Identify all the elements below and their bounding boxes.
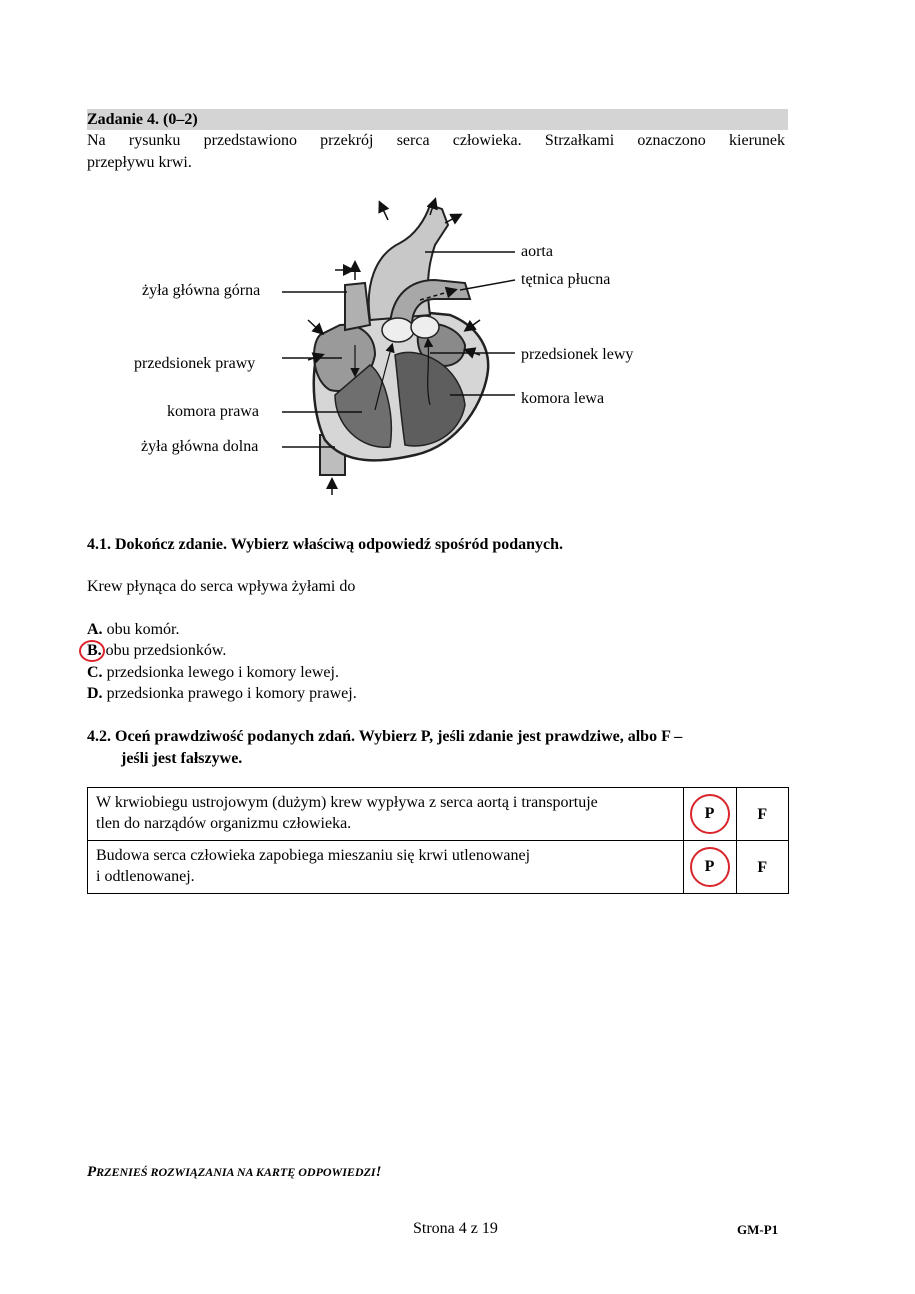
option-letter: A. xyxy=(87,621,103,638)
p-option-marked[interactable]: P xyxy=(690,847,730,887)
f-option[interactable]: F xyxy=(757,858,768,876)
q41-option-d[interactable] xyxy=(87,683,357,705)
label-superior-vena-cava: żyła główna górna xyxy=(142,282,261,299)
true-false-table xyxy=(87,787,789,894)
option-text: przedsionka prawego i komory prawej. xyxy=(102,685,357,702)
statement-line: tlen do narządów organizmu człowieka. xyxy=(96,815,352,832)
statement-line: Budowa serca człowieka zapobiega mieszaniu się krwi utlenowanej xyxy=(96,847,531,864)
p-option-marked[interactable]: P xyxy=(690,794,730,834)
f-cell[interactable] xyxy=(736,841,789,894)
answer-mark-circle xyxy=(79,640,105,662)
q42-title-line-1: 4.2. Oceń prawdziwość podanych zdań. Wybierz P, jeśli zdanie jest prawdziwe, albo F – xyxy=(87,728,683,745)
option-text: przedsionka lewego i komory lewej. xyxy=(102,664,339,681)
note-end: ! xyxy=(375,1164,382,1180)
intro-line-2: przepływu krwi. xyxy=(87,154,192,171)
exam-code: GM-P1 xyxy=(737,1222,779,1237)
task-intro xyxy=(87,130,785,174)
statement-cell xyxy=(88,788,684,841)
option-letter: B. xyxy=(87,642,102,659)
option-text: obu komór. xyxy=(102,621,180,638)
q41-title: 4.1. Dokończ zdanie. Wybierz właściwą odpowiedź spośród podanych. xyxy=(87,536,564,553)
q42-title xyxy=(87,726,787,770)
q42-title-line-2: jeśli jest fałszywe. xyxy=(121,750,243,767)
option-letter: C. xyxy=(87,664,103,681)
p-cell[interactable] xyxy=(683,841,736,894)
q41-stem: Krew płynąca do serca wpływa żyłami do xyxy=(87,578,356,595)
q41-option-b[interactable] xyxy=(87,640,226,662)
f-cell[interactable] xyxy=(736,788,789,841)
label-left-ventricle: komora lewa xyxy=(521,390,605,407)
table-row xyxy=(88,788,789,841)
table-row xyxy=(88,841,789,894)
label-pulmonary-artery: tętnica płucna xyxy=(521,271,611,288)
page-number: Strona 4 z 19 xyxy=(413,1220,498,1237)
statement-line: W krwiobiegu ustrojowym (dużym) krew wypływa z serca aortą i transportuje xyxy=(96,794,598,811)
note-initial: P xyxy=(87,1164,97,1180)
option-letter: D. xyxy=(87,685,103,702)
q41-option-c[interactable] xyxy=(87,662,339,684)
statement-line: i odtlenowanej. xyxy=(96,868,195,885)
option-text: obu przedsionków. xyxy=(101,642,227,659)
statement-cell xyxy=(88,841,684,894)
task-heading: Zadanie 4. (0–2) xyxy=(87,109,788,130)
label-inferior-vena-cava: żyła główna dolna xyxy=(141,438,259,455)
q41-option-a[interactable] xyxy=(87,619,179,641)
note-rest: RZENIEŚ ROZWIĄZANIA NA KARTĘ ODPOWIEDZI xyxy=(96,1165,376,1179)
intro-line-1: Na rysunku przedstawiono przekrój serca człowieka. Strzałkami oznaczono kierunek xyxy=(87,132,785,149)
transfer-note xyxy=(87,1164,381,1181)
label-right-ventricle: komora prawa xyxy=(167,403,259,420)
label-left-atrium: przedsionek lewy xyxy=(521,346,634,363)
label-aorta: aorta xyxy=(521,243,553,260)
f-option[interactable]: F xyxy=(757,805,768,823)
p-cell[interactable] xyxy=(683,788,736,841)
label-right-atrium: przedsionek prawy xyxy=(134,355,256,372)
